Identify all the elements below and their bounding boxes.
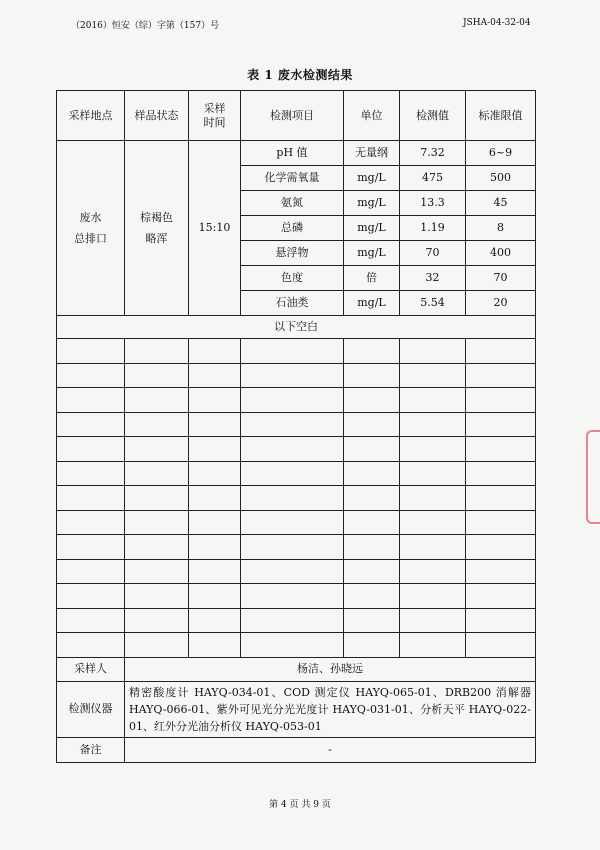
unit: 无量纲 xyxy=(344,141,400,166)
empty-cell xyxy=(241,608,344,633)
sampler-label: 采样人 xyxy=(57,657,125,681)
header-cell: 标准限值 xyxy=(466,91,536,141)
limit-value: 70 xyxy=(466,266,536,291)
unit: mg/L xyxy=(344,166,400,191)
blank-note: 以下空白 xyxy=(57,316,536,339)
empty-cell xyxy=(466,633,536,658)
empty-cell xyxy=(189,486,241,511)
empty-cell xyxy=(57,363,125,388)
empty-cell xyxy=(344,584,400,609)
empty-cell xyxy=(466,535,536,560)
empty-cell xyxy=(57,388,125,413)
empty-cell xyxy=(466,339,536,364)
empty-cell xyxy=(466,559,536,584)
empty-cell xyxy=(125,584,189,609)
test-item: 化学需氧量 xyxy=(241,166,344,191)
empty-cell xyxy=(125,510,189,535)
unit: mg/L xyxy=(344,216,400,241)
limit-value: 500 xyxy=(466,166,536,191)
empty-cell xyxy=(400,608,466,633)
empty-cell xyxy=(466,608,536,633)
empty-row xyxy=(57,437,536,462)
doc-code: JSHA-04-32-04 xyxy=(463,18,531,28)
sampling-location: 废水 总排口 xyxy=(57,141,125,316)
empty-cell xyxy=(344,339,400,364)
empty-cell xyxy=(189,584,241,609)
empty-cell xyxy=(189,535,241,560)
test-item: 色度 xyxy=(241,266,344,291)
empty-row xyxy=(57,363,536,388)
empty-cell xyxy=(189,363,241,388)
test-item: pH 值 xyxy=(241,141,344,166)
empty-cell xyxy=(400,633,466,658)
empty-cell xyxy=(125,559,189,584)
header-cell: 检测值 xyxy=(400,91,466,141)
empty-row xyxy=(57,388,536,413)
empty-cell xyxy=(400,510,466,535)
empty-cell xyxy=(400,363,466,388)
empty-cell xyxy=(125,535,189,560)
empty-row xyxy=(57,584,536,609)
empty-cell xyxy=(400,388,466,413)
empty-cell xyxy=(344,608,400,633)
instruments-label: 检测仪器 xyxy=(57,681,125,737)
empty-cell xyxy=(57,486,125,511)
empty-cell xyxy=(241,437,344,462)
page-footer: 第 4 页 共 9 页 xyxy=(269,800,331,810)
empty-cell xyxy=(57,535,125,560)
empty-cell xyxy=(189,559,241,584)
limit-value: 20 xyxy=(466,291,536,316)
empty-cell xyxy=(57,510,125,535)
empty-cell xyxy=(189,633,241,658)
empty-cell xyxy=(57,339,125,364)
empty-cell xyxy=(241,388,344,413)
limit-value: 400 xyxy=(466,241,536,266)
empty-cell xyxy=(57,437,125,462)
header-cell: 单位 xyxy=(344,91,400,141)
empty-cell xyxy=(125,388,189,413)
header-cell: 检测项目 xyxy=(241,91,344,141)
empty-row xyxy=(57,559,536,584)
test-value: 1.19 xyxy=(400,216,466,241)
limit-value: 45 xyxy=(466,191,536,216)
empty-cell xyxy=(57,559,125,584)
empty-row xyxy=(57,633,536,658)
header-row xyxy=(57,91,536,141)
empty-cell xyxy=(125,608,189,633)
empty-cell xyxy=(189,437,241,462)
instruments-row xyxy=(57,681,536,737)
empty-row xyxy=(57,510,536,535)
empty-cell xyxy=(241,339,344,364)
empty-cell xyxy=(400,437,466,462)
empty-cell xyxy=(241,633,344,658)
empty-cell xyxy=(241,559,344,584)
sampling-time: 15:10 xyxy=(189,141,241,316)
empty-cell xyxy=(400,535,466,560)
empty-cell xyxy=(125,412,189,437)
table-title: 表 1 废水检测结果 xyxy=(247,68,353,82)
empty-cell xyxy=(125,633,189,658)
unit: mg/L xyxy=(344,191,400,216)
unit: mg/L xyxy=(344,291,400,316)
empty-cell xyxy=(125,461,189,486)
empty-cell xyxy=(241,486,344,511)
test-value: 5.54 xyxy=(400,291,466,316)
empty-cell xyxy=(241,584,344,609)
table-row xyxy=(57,141,536,166)
empty-cell xyxy=(400,559,466,584)
empty-cell xyxy=(466,388,536,413)
empty-cell xyxy=(189,339,241,364)
unit: mg/L xyxy=(344,241,400,266)
test-item: 总磷 xyxy=(241,216,344,241)
test-value: 7.32 xyxy=(400,141,466,166)
header-cell: 采样 时间 xyxy=(189,91,241,141)
empty-cell xyxy=(241,510,344,535)
empty-cell xyxy=(125,339,189,364)
empty-cell xyxy=(57,633,125,658)
test-value: 32 xyxy=(400,266,466,291)
empty-cell xyxy=(57,412,125,437)
empty-cell xyxy=(57,608,125,633)
limit-value: 6~9 xyxy=(466,141,536,166)
empty-cell xyxy=(466,584,536,609)
remark-text: - xyxy=(125,737,536,762)
empty-cell xyxy=(344,412,400,437)
empty-cell xyxy=(241,412,344,437)
empty-cell xyxy=(466,363,536,388)
empty-cell xyxy=(189,510,241,535)
empty-cell xyxy=(466,412,536,437)
limit-value: 8 xyxy=(466,216,536,241)
empty-cell xyxy=(344,437,400,462)
empty-row xyxy=(57,461,536,486)
remark-row xyxy=(57,737,536,762)
test-value: 13.3 xyxy=(400,191,466,216)
empty-cell xyxy=(466,510,536,535)
test-value: 70 xyxy=(400,241,466,266)
empty-cell xyxy=(400,486,466,511)
instruments-text: 精密酸度计 HAYQ-034-01、COD 测定仪 HAYQ-065-01、DRB200 消解器 HAYQ-066-01、紫外可见光分光光度计 HAYQ-031-01、分析天平 HAYQ-022-01、红外分光油分析仪 HAYQ-053-01 xyxy=(125,681,536,737)
unit: 倍 xyxy=(344,266,400,291)
empty-row xyxy=(57,486,536,511)
test-item: 悬浮物 xyxy=(241,241,344,266)
empty-cell xyxy=(344,633,400,658)
test-item: 氨氮 xyxy=(241,191,344,216)
empty-row xyxy=(57,535,536,560)
empty-cell xyxy=(125,486,189,511)
empty-row xyxy=(57,608,536,633)
empty-cell xyxy=(344,363,400,388)
empty-cell xyxy=(344,461,400,486)
test-item: 石油类 xyxy=(241,291,344,316)
empty-row xyxy=(57,412,536,437)
remark-label: 备注 xyxy=(57,737,125,762)
sampler-names: 杨洁、孙晓远 xyxy=(125,657,536,681)
empty-cell xyxy=(57,584,125,609)
empty-cell xyxy=(241,535,344,560)
empty-cell xyxy=(400,339,466,364)
empty-cell xyxy=(344,486,400,511)
empty-cell xyxy=(344,535,400,560)
empty-cell xyxy=(241,461,344,486)
seal-stamp xyxy=(586,430,600,524)
empty-cell xyxy=(189,388,241,413)
test-value: 475 xyxy=(400,166,466,191)
empty-cell xyxy=(57,461,125,486)
empty-cell xyxy=(189,461,241,486)
empty-cell xyxy=(400,412,466,437)
doc-number: （2016）恒安（综）字第（157）号 xyxy=(71,21,220,31)
blank-note-row xyxy=(57,316,536,339)
empty-row xyxy=(57,339,536,364)
empty-cell xyxy=(125,363,189,388)
empty-cell xyxy=(400,584,466,609)
empty-cell xyxy=(466,461,536,486)
empty-cell xyxy=(241,363,344,388)
empty-cell xyxy=(466,437,536,462)
empty-cell xyxy=(466,486,536,511)
empty-cell xyxy=(400,461,466,486)
empty-cell xyxy=(189,412,241,437)
header-cell: 样品状态 xyxy=(125,91,189,141)
sample-state: 棕褐色 略浑 xyxy=(125,141,189,316)
empty-cell xyxy=(344,388,400,413)
sampler-row xyxy=(57,657,536,681)
empty-cell xyxy=(125,437,189,462)
header-cell: 采样地点 xyxy=(57,91,125,141)
empty-cell xyxy=(344,559,400,584)
empty-cell xyxy=(189,608,241,633)
results-table xyxy=(56,90,536,763)
empty-cell xyxy=(344,510,400,535)
